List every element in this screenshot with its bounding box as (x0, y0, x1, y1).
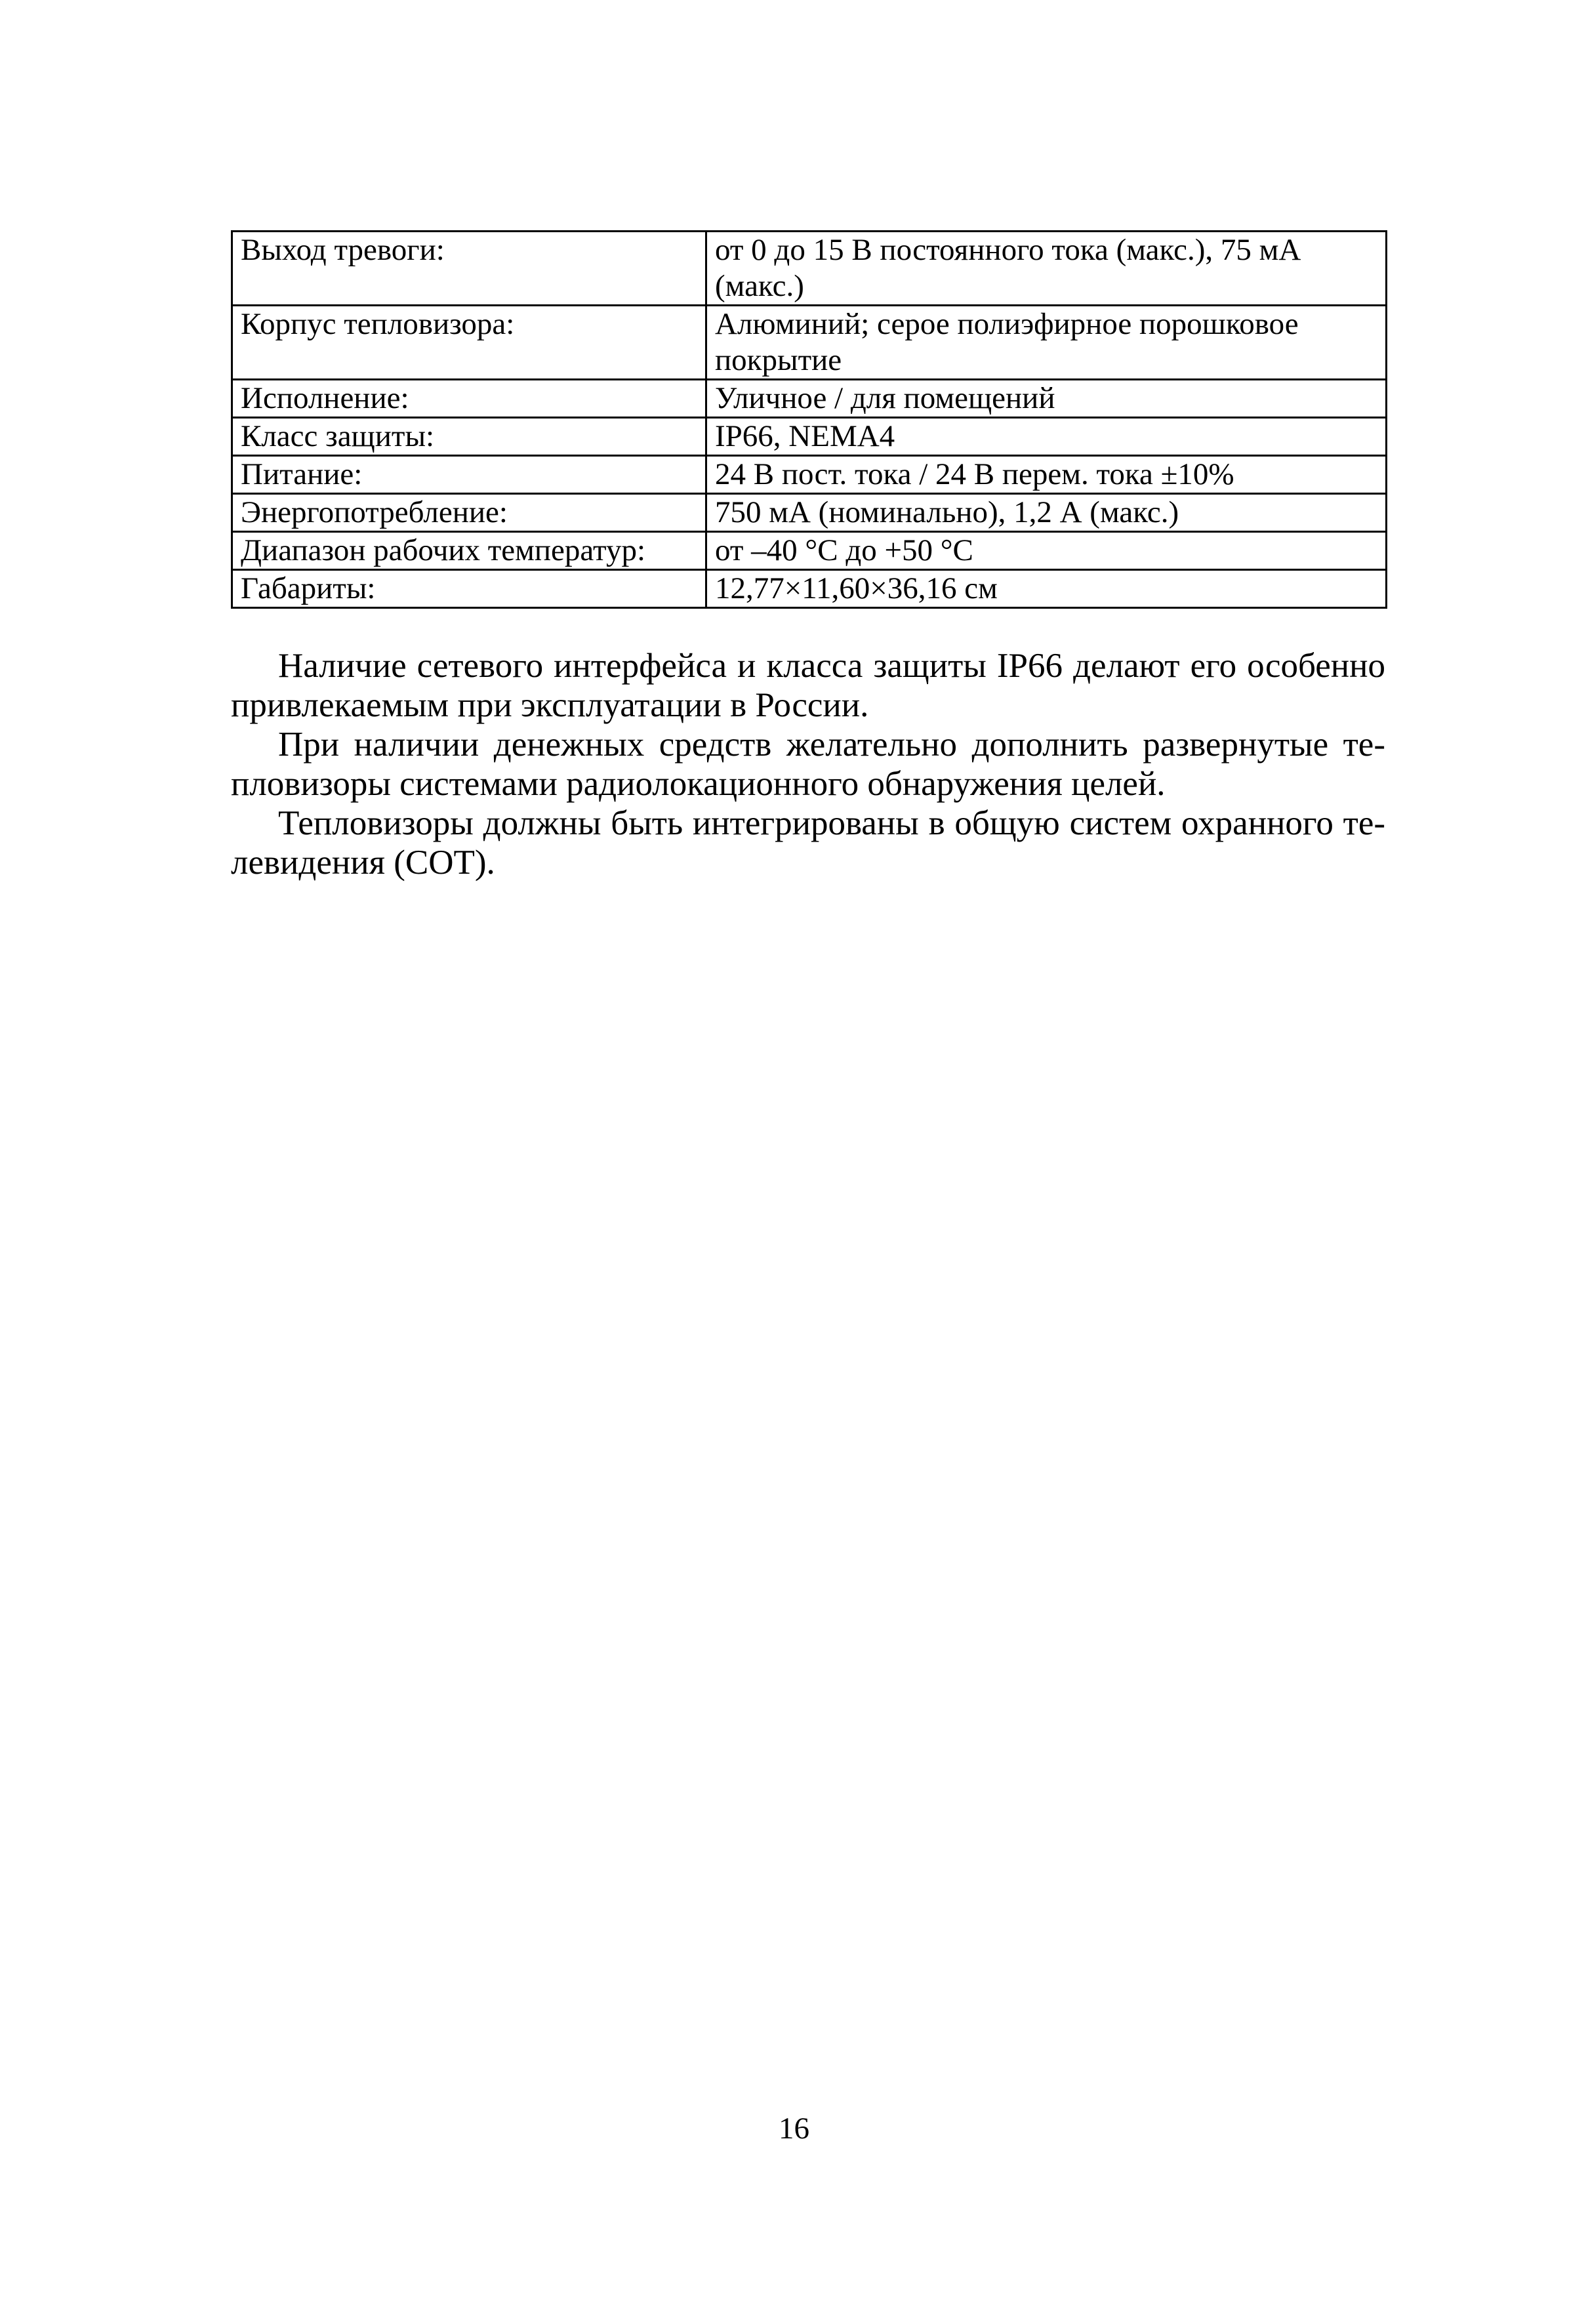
spec-label: Корпус тепловизора: (232, 306, 706, 380)
table-row (232, 380, 1387, 418)
spec-label: Энергопотребление: (232, 494, 706, 532)
table-row (232, 494, 1387, 532)
spec-value: 750 мА (номинально), 1,2 А (макс.) (706, 494, 1387, 532)
spec-value: от –40 °С до +50 °С (706, 532, 1387, 570)
spec-value: IP66, NEMA4 (706, 418, 1387, 456)
paragraph: Наличие сетевого интерфейса и класса защиты IP66 делают его особенно привлекаемым при эксплуатации в России. (231, 647, 1385, 724)
spec-label: Диапазон рабочих температур: (232, 532, 706, 570)
table-row (232, 532, 1387, 570)
spec-label: Габариты: (232, 570, 706, 608)
spec-value: Алюминий; серое полиэфирное порошковое покрытие (706, 306, 1387, 380)
body-text (231, 646, 1385, 882)
table-row (232, 570, 1387, 608)
table-row (232, 306, 1387, 380)
table-row (232, 418, 1387, 456)
spec-value: Уличное / для помещений (706, 380, 1387, 418)
page-number: 16 (779, 2111, 809, 2146)
specifications-table (231, 230, 1387, 609)
spec-label: Класс защиты: (232, 418, 706, 456)
table-row (232, 456, 1387, 494)
paragraph: При наличии денежных средств желательно дополнить развернутые тепловизоры системами радиолокационного обнаружения целей. (231, 725, 1385, 803)
spec-label: Выход тревоги: (232, 232, 706, 306)
spec-value: 24 В пост. тока / 24 В перем. тока ±10% (706, 456, 1387, 494)
table-row (232, 232, 1387, 306)
spec-value: 12,77×11,60×36,16 см (706, 570, 1387, 608)
spec-value: от 0 до 15 В постоянного тока (макс.), 75 мА (макс.) (706, 232, 1387, 306)
spec-label: Исполнение: (232, 380, 706, 418)
paragraph: Тепловизоры должны быть интегрированы в общую систем охранного телевидения (СОТ). (231, 804, 1385, 882)
spec-label: Питание: (232, 456, 706, 494)
